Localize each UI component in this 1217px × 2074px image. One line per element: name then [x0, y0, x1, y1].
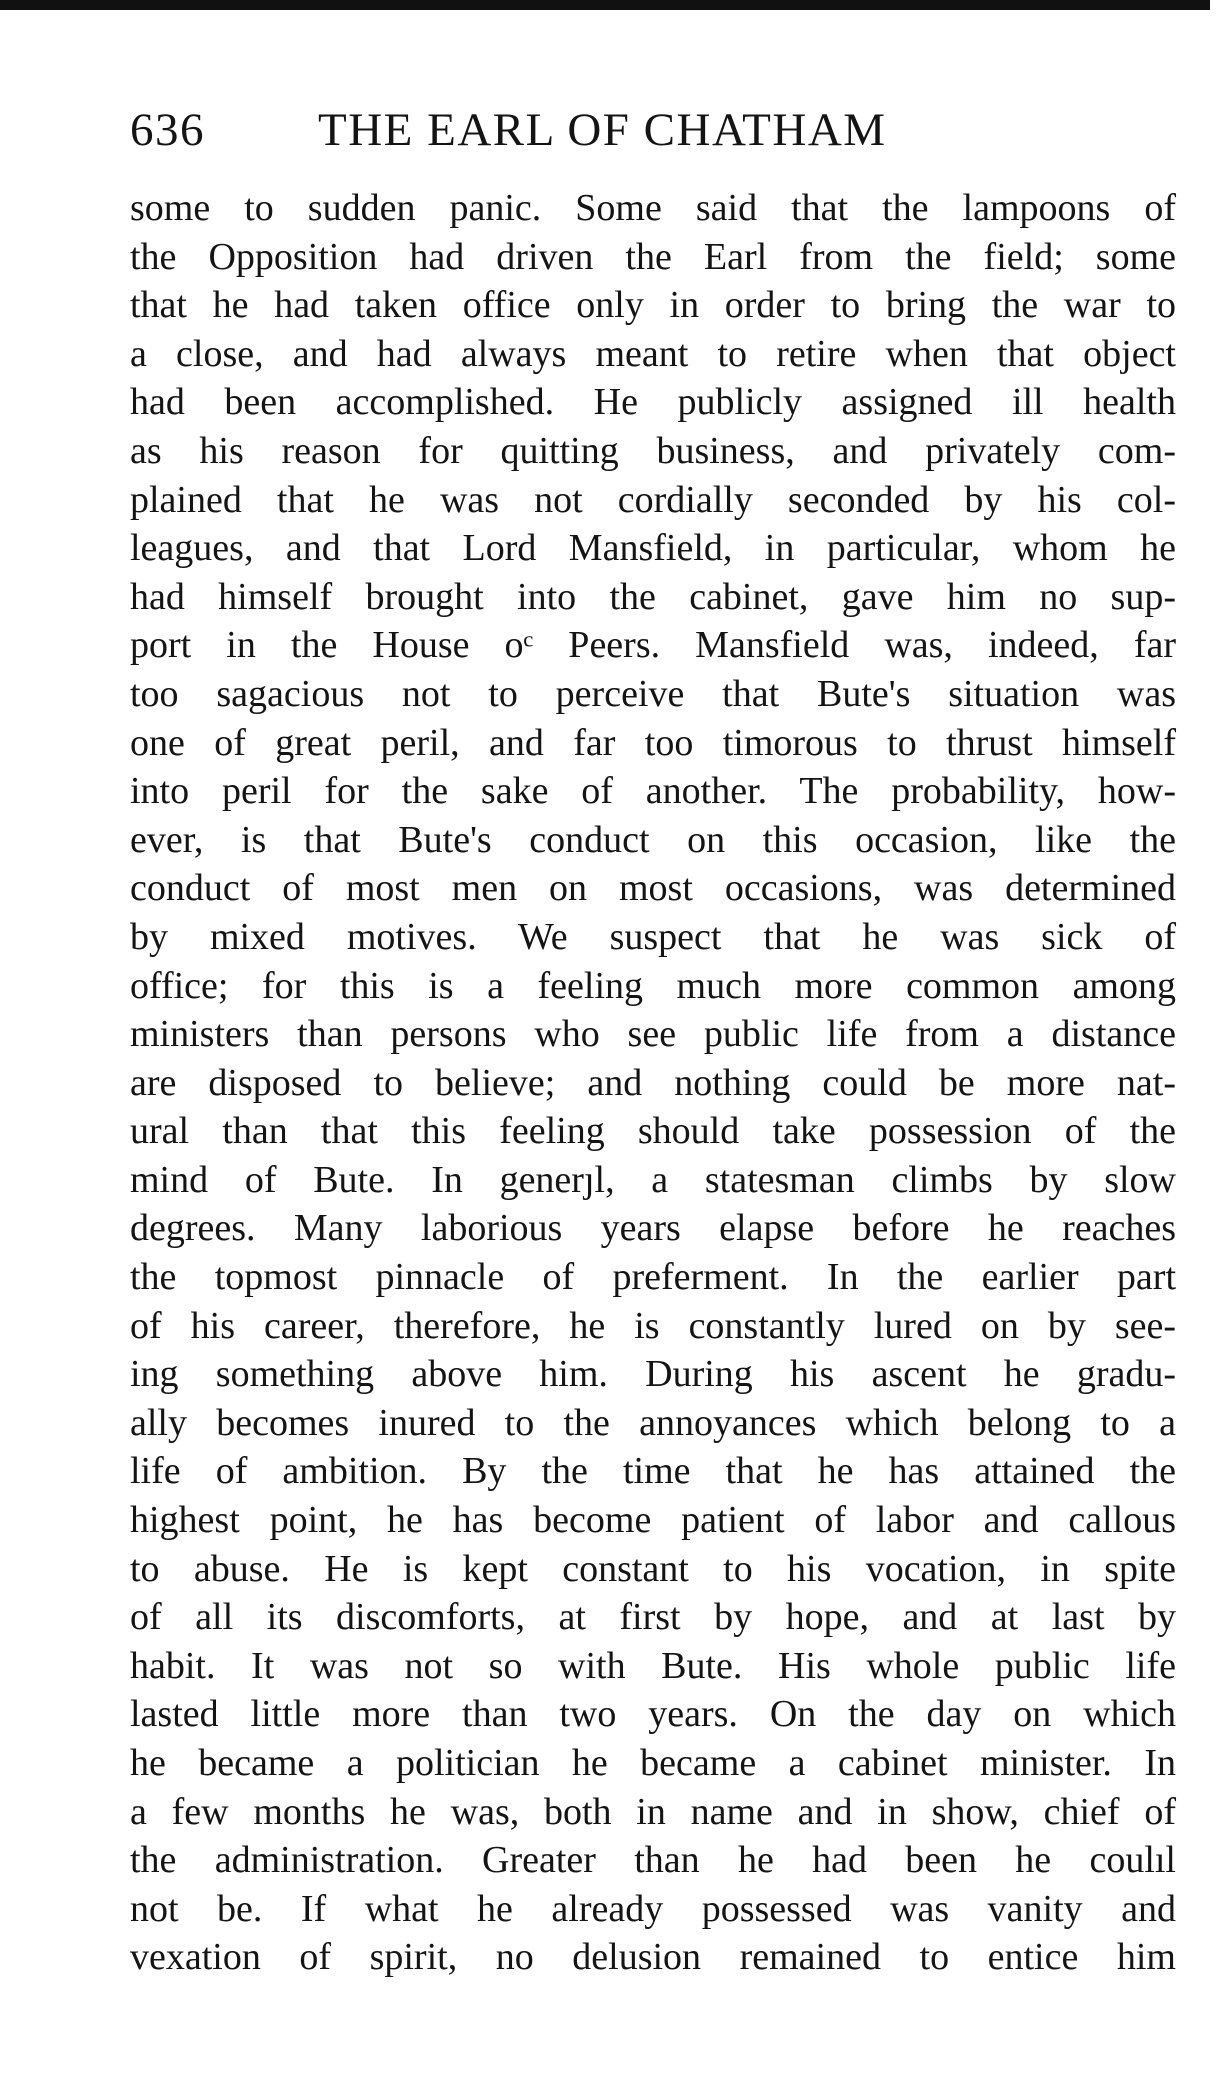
text-line: that he had taken office only in order to bring the war to	[130, 284, 1176, 327]
text-line: leagues, and that Lord Mansfield, in particular, whom he	[130, 527, 1176, 570]
text-line: a close, and had always meant to retire when that object	[130, 332, 1176, 375]
text-line: he became a politician he became a cabinet minister. In	[130, 1742, 1176, 1784]
text-line: of his career, therefore, he is constantly lured on by see-	[130, 1304, 1176, 1347]
text-line: plained that he was not cordially seconded by his col-	[130, 478, 1176, 521]
text-line: ever, is that Bute's conduct on this occasion, like the	[130, 818, 1176, 861]
text-line: ural than that this feeling should take possession of the	[130, 1110, 1176, 1153]
text-line: port in the House oᶜ Peers. Mansfield was, indeed, far	[130, 624, 1176, 667]
text-line: mind of Bute. In generȷl, a statesman climbs by slow	[130, 1158, 1176, 1201]
text-line: vexation of spirit, no delusion remained to entice him	[130, 1936, 1176, 1979]
text-line: office; for this is a feeling much more common among	[130, 964, 1176, 1007]
text-line: had been accomplished. He publicly assigned ill health	[130, 381, 1176, 424]
top-rule	[0, 0, 1210, 10]
text-line: the topmost pinnacle of preferment. In the earlier part	[130, 1256, 1176, 1299]
text-line: the administration. Greater than he had been he coulıl	[130, 1839, 1176, 1882]
text-line: lasted little more than two years. On the day on which	[130, 1693, 1176, 1736]
text-line: the Opposition had driven the Earl from the field; some	[130, 235, 1176, 278]
text-line: of all its discomforts, at first by hope, and at last by	[130, 1596, 1176, 1639]
running-head	[130, 96, 1176, 164]
text-line: highest point, he has become patient of labor and callous	[130, 1499, 1176, 1542]
text-line: not be. If what he already possessed was vanity and	[130, 1887, 1176, 1930]
text-line: to abuse. He is kept constant to his vocation, in spite	[130, 1547, 1176, 1590]
page-number: 636	[130, 104, 205, 156]
text-line: one of great peril, and far too timorous to thrust himself	[130, 721, 1176, 764]
text-line: habit. It was not so with Bute. His whole public life	[130, 1644, 1176, 1687]
book-page	[130, 96, 1176, 1982]
text-line: conduct of most men on most occasions, was determined	[130, 867, 1176, 910]
text-line: as his reason for quitting business, and privately com-	[130, 429, 1176, 472]
text-line: some to sudden panic. Some said that the lampoons of	[130, 187, 1176, 229]
text-line: into peril for the sake of another. The probability, how-	[130, 770, 1176, 813]
text-line: degrees. Many laborious years elapse before he reaches	[130, 1207, 1176, 1250]
text-line: are disposed to believe; and nothing could be more nat-	[130, 1061, 1176, 1104]
running-title: THE EARL OF CHATHAM	[318, 104, 887, 156]
text-line: had himself brought into the cabinet, gave him no sup-	[130, 575, 1176, 618]
text-line: too sagacious not to perceive that Bute's situation was	[130, 672, 1176, 715]
text-line: a few months he was, both in name and in show, chief of	[130, 1790, 1176, 1833]
text-line: ally becomes inured to the annoyances which belong to a	[130, 1401, 1176, 1444]
text-line: ing something above him. During his ascent he gradu-	[130, 1353, 1176, 1396]
text-line: life of ambition. By the time that he has attained the	[130, 1450, 1176, 1493]
text-line: by mixed motives. We suspect that he was sick of	[130, 915, 1176, 958]
body-text	[130, 184, 1176, 1982]
text-line: ministers than persons who see public life from a distance	[130, 1013, 1176, 1056]
